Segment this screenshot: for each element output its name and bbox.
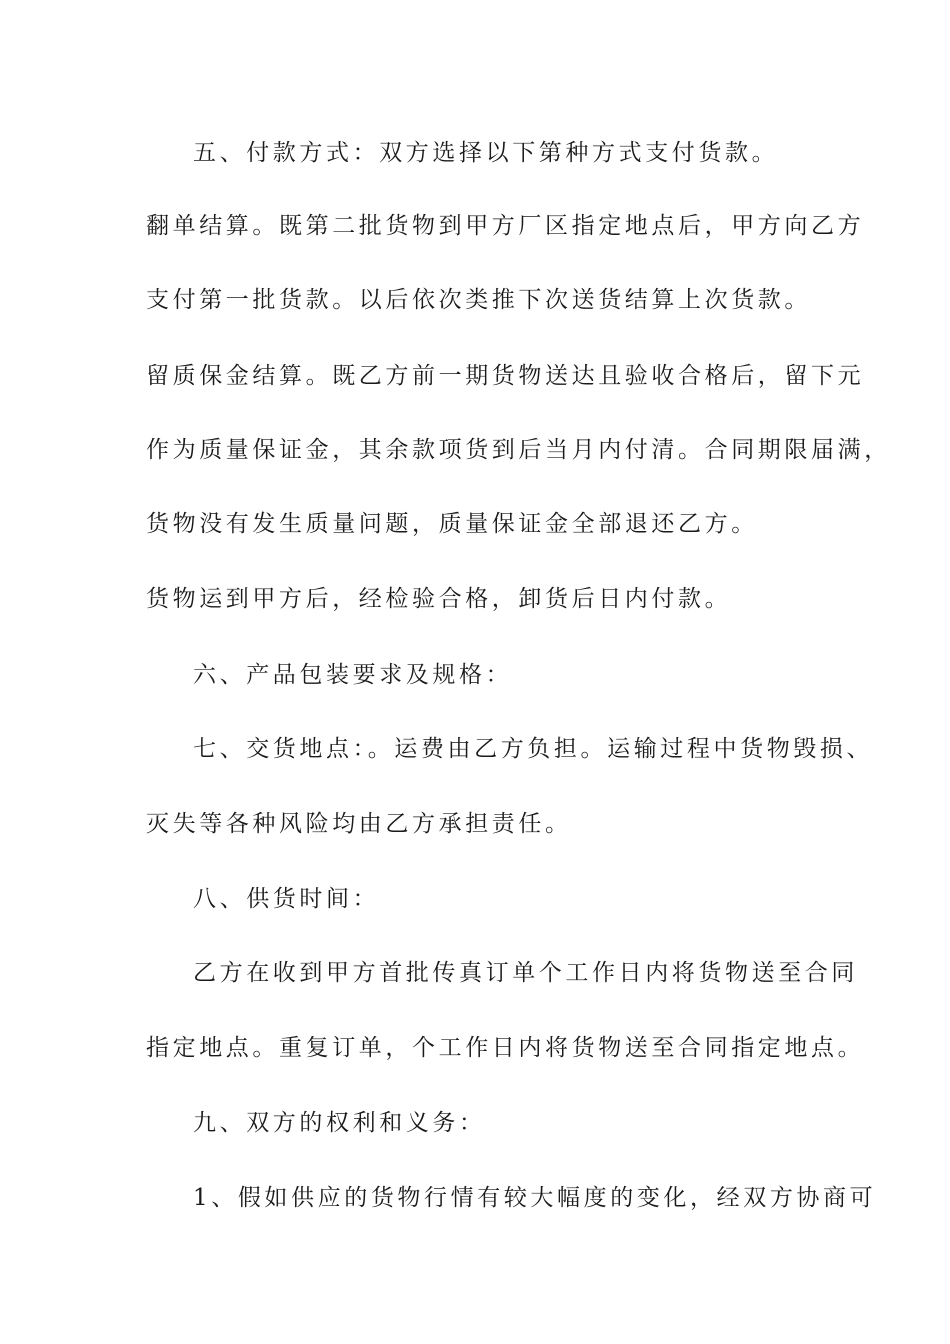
paragraph-line: 货物运到甲方后，经检验合格，卸货后日内付款。 xyxy=(146,586,732,612)
section-6-heading: 六、产品包装要求及规格： xyxy=(193,662,513,688)
paragraph-line: 作为质量保证金，其余款项货到后当月内付清。合同期限届满， xyxy=(146,437,891,463)
paragraph-line: 灭失等各种风险均由乙方承担责任。 xyxy=(146,811,572,837)
section-7-heading: 七、交货地点：。运费由乙方负担。运输过程中货物毁损、 xyxy=(193,736,874,762)
paragraph-line: 留质保金结算。既乙方前一期货物送达且验收合格后，留下元 xyxy=(146,363,865,389)
section-9-heading: 九、双方的权利和义务： xyxy=(193,1110,486,1136)
paragraph-line: 支付第一批货款。以后依次类推下次送货结算上次货款。 xyxy=(146,287,811,313)
section-5-heading: 五、付款方式：双方选择以下第种方式支付货款。 xyxy=(193,140,779,166)
paragraph-line: 乙方在收到甲方首批传真订单个工作日内将货物送至合同 xyxy=(193,960,858,986)
paragraph-line: 翻单结算。既第二批货物到甲方厂区指定地点后，甲方向乙方 xyxy=(146,213,865,239)
paragraph-line: 货物没有发生质量问题，质量保证金全部退还乙方。 xyxy=(146,511,758,537)
paragraph-line: 1、假如供应的货物行情有较大幅度的变化，经双方协商可 xyxy=(193,1185,877,1211)
section-8-heading: 八、供货时间： xyxy=(193,886,380,912)
paragraph-line: 指定地点。重复订单，个工作日内将货物送至合同指定地点。 xyxy=(146,1035,865,1061)
